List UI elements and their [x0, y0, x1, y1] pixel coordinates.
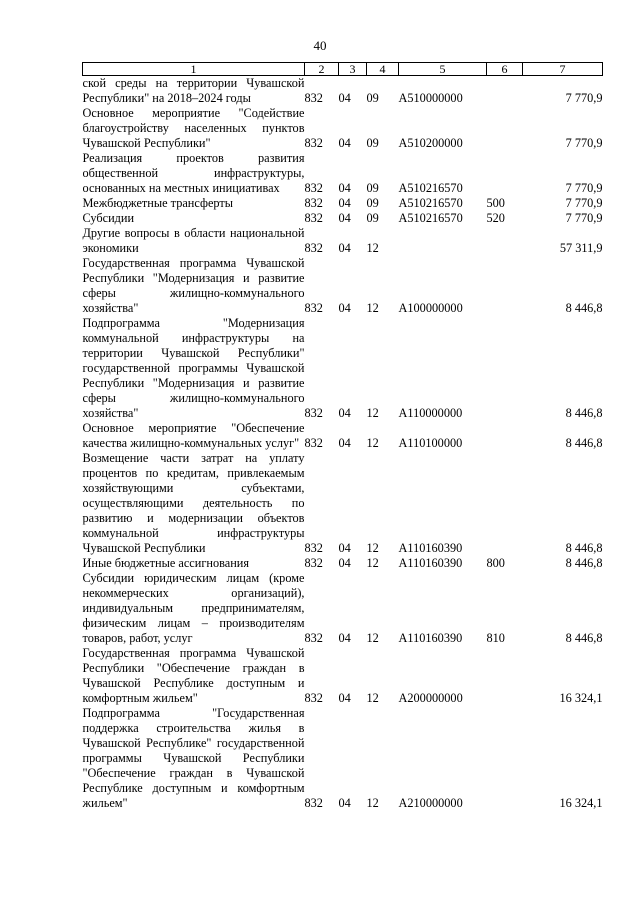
row-description: Субсидии юридическим лицам (кроме некоммерческих организаций), индивидуальным предпринимателям, физическим лицам – производителям товаров, работ, услуг	[82, 571, 305, 645]
row-amount: 8 446,8	[565, 301, 603, 315]
row-section-code: 04	[338, 541, 351, 555]
table-row	[83, 256, 603, 316]
row-subsection-code: 12	[366, 556, 379, 570]
row-ministry-code: 832	[304, 796, 323, 810]
table-row	[83, 421, 603, 451]
row-description: Подпрограмма "Модернизация коммунальной инфраструктуры на территории Чувашской Республики" государственной программы Чувашской Республики "Модернизация и развитие сферы жилищно-коммунального хозяйства"	[82, 316, 305, 420]
column-header: 7	[523, 63, 603, 76]
row-target-code: А510216570	[398, 181, 463, 195]
column-header: 3	[339, 63, 367, 76]
row-target-code: А110160390	[398, 556, 463, 570]
table-row	[83, 226, 603, 256]
row-section-code: 04	[338, 436, 351, 450]
row-ministry-code: 832	[304, 691, 323, 705]
row-amount: 7 770,9	[565, 91, 603, 105]
row-subsection-code: 12	[366, 436, 379, 450]
row-expense-type	[487, 76, 523, 107]
row-section-code: 04	[338, 91, 351, 105]
row-subsection-code: 09	[366, 196, 379, 210]
page-number: 40	[313, 38, 327, 53]
row-subsection-code: 09	[366, 181, 379, 195]
row-amount: 8 446,8	[565, 406, 603, 420]
row-section-code: 04	[338, 211, 351, 225]
table-row	[83, 106, 603, 151]
row-amount: 7 770,9	[565, 181, 603, 195]
row-expense-type: 500	[486, 196, 505, 210]
row-subsection-code: 12	[366, 631, 379, 645]
row-target-code: А510216570	[398, 211, 463, 225]
row-section-code: 04	[338, 406, 351, 420]
table-row	[83, 706, 603, 811]
row-target-code: А510216570	[398, 196, 463, 210]
row-expense-type	[487, 421, 523, 451]
row-target-code: А110000000	[398, 406, 463, 420]
row-description: Субсидии	[82, 211, 135, 225]
row-expense-type	[487, 151, 523, 196]
row-expense-type: 800	[486, 556, 505, 570]
row-description: Возмещение части затрат на уплату процентов по кредитам, привлекаемым хозяйствующими субъектами, осуществляющими деятельность по развитию и модернизации объектов коммунальной инфраструктуры Чувашской Республики	[82, 451, 305, 555]
row-ministry-code: 832	[304, 91, 323, 105]
row-target-code: А110100000	[398, 436, 463, 450]
row-expense-type	[487, 256, 523, 316]
row-ministry-code: 832	[304, 241, 323, 255]
row-subsection-code: 12	[366, 241, 379, 255]
table-row	[83, 76, 603, 107]
table-row	[83, 211, 603, 226]
row-expense-type	[487, 106, 523, 151]
row-ministry-code: 832	[304, 301, 323, 315]
row-ministry-code: 832	[304, 196, 323, 210]
row-description: Государственная программа Чувашской Республики "Модернизация и развитие сферы жилищно-коммунального хозяйства"	[82, 256, 305, 315]
row-subsection-code: 09	[366, 136, 379, 150]
row-amount: 7 770,9	[565, 136, 603, 150]
row-ministry-code: 832	[304, 406, 323, 420]
row-expense-type	[487, 706, 523, 811]
row-expense-type	[487, 451, 523, 556]
row-target-code: А510200000	[398, 136, 463, 150]
row-ministry-code: 832	[304, 556, 323, 570]
row-subsection-code: 12	[366, 541, 379, 555]
row-target-code: А200000000	[398, 691, 463, 705]
column-header: 5	[399, 63, 487, 76]
column-number-row	[83, 63, 603, 76]
row-ministry-code: 832	[304, 436, 323, 450]
row-target-code: А210000000	[398, 796, 463, 810]
row-section-code: 04	[338, 196, 351, 210]
column-header: 4	[367, 63, 399, 76]
row-section-code: 04	[338, 241, 351, 255]
row-subsection-code: 09	[366, 91, 379, 105]
row-description: Основное мероприятие "Обеспечение качества жилищно-коммунальных услуг"	[82, 421, 305, 450]
row-amount: 8 446,8	[565, 541, 603, 555]
row-subsection-code: 12	[366, 301, 379, 315]
row-expense-type	[487, 646, 523, 706]
row-target-code: А510000000	[398, 91, 463, 105]
row-description: Государственная программа Чувашской Республики "Обеспечение граждан в Чувашской Республике доступным и комфортным жильем"	[82, 646, 305, 705]
row-amount: 16 324,1	[559, 691, 603, 705]
row-target-code: А110160390	[398, 541, 463, 555]
row-expense-type: 810	[486, 631, 505, 645]
row-target-code	[399, 226, 487, 256]
row-expense-type	[487, 226, 523, 256]
row-subsection-code: 12	[366, 691, 379, 705]
row-subsection-code: 12	[366, 796, 379, 810]
row-section-code: 04	[338, 796, 351, 810]
row-amount: 7 770,9	[565, 211, 603, 225]
table-row	[83, 571, 603, 646]
row-target-code: А100000000	[398, 301, 463, 315]
row-section-code: 04	[338, 691, 351, 705]
table-row	[83, 316, 603, 421]
row-description: Другие вопросы в области национальной экономики	[82, 226, 305, 255]
row-description: Межбюджетные трансферты	[82, 196, 234, 210]
row-description: ской среды на территории Чувашской Республики" на 2018–2024 годы	[82, 76, 305, 105]
row-ministry-code: 832	[304, 631, 323, 645]
budget-table	[82, 62, 603, 811]
row-ministry-code: 832	[304, 211, 323, 225]
row-ministry-code: 832	[304, 541, 323, 555]
row-amount: 57 311,9	[559, 241, 603, 255]
column-header: 2	[305, 63, 339, 76]
table-row	[83, 646, 603, 706]
row-description: Иные бюджетные ассигнования	[82, 556, 250, 570]
column-header: 1	[83, 63, 305, 76]
row-expense-type: 520	[486, 211, 505, 225]
row-amount: 8 446,8	[565, 436, 603, 450]
row-section-code: 04	[338, 136, 351, 150]
table-row	[83, 556, 603, 571]
row-ministry-code: 832	[304, 181, 323, 195]
row-section-code: 04	[338, 181, 351, 195]
row-amount: 8 446,8	[565, 631, 603, 645]
row-description: Реализация проектов развития общественной инфраструктуры, основанных на местных инициативах	[82, 151, 305, 195]
row-description: Основное мероприятие "Содействие благоустройству населенных пунктов Чувашской Республики"	[82, 106, 305, 150]
row-ministry-code: 832	[304, 136, 323, 150]
row-subsection-code: 12	[366, 406, 379, 420]
row-expense-type	[487, 316, 523, 421]
row-section-code: 04	[338, 301, 351, 315]
row-description: Подпрограмма "Государственная поддержка строительства жилья в Чувашской Республике" государственной программы Чувашской Республики "Обеспечение граждан в Чувашской Республике доступным и комфортным жильем"	[82, 706, 305, 810]
row-amount: 7 770,9	[565, 196, 603, 210]
row-target-code: А110160390	[398, 631, 463, 645]
column-header: 6	[487, 63, 523, 76]
row-amount: 8 446,8	[565, 556, 603, 570]
table-row	[83, 451, 603, 556]
table-row	[83, 151, 603, 196]
row-subsection-code: 09	[366, 211, 379, 225]
row-section-code: 04	[338, 556, 351, 570]
row-section-code: 04	[338, 631, 351, 645]
row-amount: 16 324,1	[559, 796, 603, 810]
table-row	[83, 196, 603, 211]
table-body	[83, 76, 603, 812]
